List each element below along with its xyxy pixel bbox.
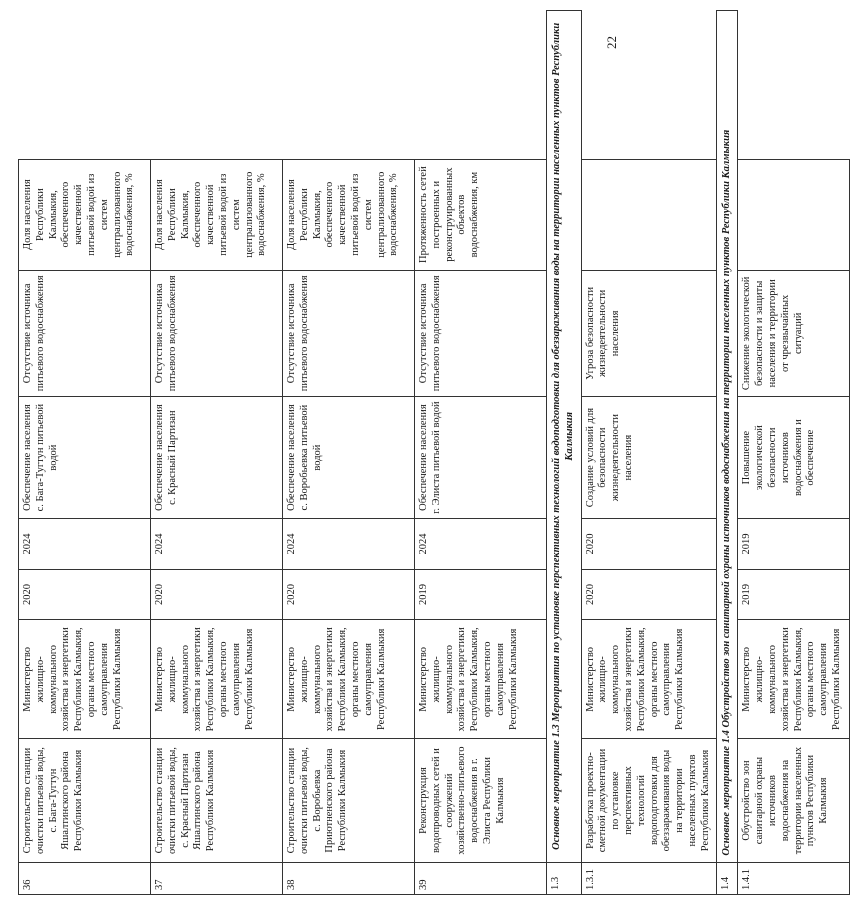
cell-name: Обустройство зон санитарной охраны источников водоснабжения на территории населенных пунктов Республики Калмыкия	[738, 739, 850, 862]
section-row	[547, 11, 582, 895]
cell-name: Реконструкция водопроводных сетей и сооружений хозяйственно-питьевого водоснабжения в г. Элиста Республики Калмыкия	[415, 739, 547, 862]
cell-executor: Министерство жилищно-коммунального хозяйства и энергетики Республики Калмыкия, органы местного самоуправления Республики Калмыкия	[151, 620, 283, 739]
cell-risk: Отсутствие источника питьевого водоснабжения	[415, 270, 547, 396]
cell-risk: Угроза безопасности жизнедеятельности населения	[581, 270, 716, 396]
cell-start: 2020	[581, 569, 716, 620]
table-row	[151, 11, 283, 895]
cell-end: 2024	[151, 519, 283, 570]
cell-risk: Отсутствие источника питьевого водоснабжения	[283, 270, 415, 396]
cell-indicator: Доля населения Республики Калмыкия, обеспеченного качественной питьевой водой из систем централизованного водоснабжения, %	[283, 159, 415, 270]
cell-num: 1.4.1	[738, 862, 850, 894]
cell-result: Создание условий для безопасности жизнедеятельности населения	[581, 396, 716, 518]
cell-num: 37	[151, 862, 283, 894]
page-number: 22	[604, 36, 619, 49]
cell-end: 2020	[581, 519, 716, 570]
cell-end: 2024	[283, 519, 415, 570]
cell-executor: Министерство жилищно-коммунального хозяйства и энергетики Республики Калмыкия, органы местного самоуправления Республики Калмыкия	[581, 620, 716, 739]
cell-start: 2019	[415, 569, 547, 620]
cell-risk: Отсутствие источника питьевого водоснабжения	[19, 270, 151, 396]
table-row	[738, 11, 850, 895]
cell-num: 1.4	[716, 862, 738, 894]
cell-executor: Министерство жилищно-коммунального хозяйства и энергетики Республики Калмыкия, органы местного самоуправления Республики Калмыкия	[19, 620, 151, 739]
cell-risk: Отсутствие источника питьевого водоснабжения	[151, 270, 283, 396]
cell-indicator: Протяженность сетей построенных и реконструированных объектов водоснабжения, км	[415, 159, 547, 270]
cell-num: 36	[19, 862, 151, 894]
cell-executor: Министерство жилищно-коммунального хозяйства и энергетики Республики Калмыкия, органы местного самоуправления Республики Калмыкия	[283, 620, 415, 739]
cell-result: Обеспечение населения с. Воробьевка питьевой водой	[283, 396, 415, 518]
cell-name: Разработка проектно-сметной документации по установке перспективных технологий водоподготовки для обеззараживания воды на территории населенных пунктов Республики Калмыкия	[581, 739, 716, 862]
cell-result: Обеспечение населения г. Элиста питьевой водой	[415, 396, 547, 518]
cell-risk: Снижение экологической безопасности и защиты населения и территории от чрезвычайных ситуаций	[738, 270, 850, 396]
cell-num: 1.3	[547, 862, 582, 894]
cell-name: Строительство станции очистки питьевой воды, с. Красный Партизан Яшалтинского района Республики Калмыкия	[151, 739, 283, 862]
cell-name: Строительство станции очистки питьевой воды, с. Бага-Тугтун Яшалтинского района Республики Калмыкия	[19, 739, 151, 862]
cell-num: 38	[283, 862, 415, 894]
table-row	[581, 11, 716, 895]
cell-num: 1.3.1	[581, 862, 716, 894]
cell-indicator	[738, 159, 850, 270]
cell-num: 39	[415, 862, 547, 894]
table-row	[415, 11, 547, 895]
section-row	[716, 11, 738, 895]
cell-result: Обеспечение населения с. Красный Партизан	[151, 396, 283, 518]
cell-executor: Министерство жилищно-коммунального хозяйства и энергетики Республики Калмыкия, органы местного самоуправления Республики Калмыкия	[415, 620, 547, 739]
cell-start: 2020	[283, 569, 415, 620]
cell-end: 2024	[415, 519, 547, 570]
cell-result: Повышение экологической безопасности источников водоснабжения и обеспечение	[738, 396, 850, 518]
cell-end: 2019	[738, 519, 850, 570]
cell-indicator: Доля населения Республики Калмыкия, обеспеченного качественной питьевой водой из систем централизованного водоснабжения, %	[19, 159, 151, 270]
cell-name: Строительство станции очистки питьевой воды, с. Воробьевка Приютненского района Республики Калмыкия	[283, 739, 415, 862]
measures-table	[18, 10, 850, 895]
cell-start: 2020	[19, 569, 151, 620]
cell-indicator: Доля населения Республики Калмыкия, обеспеченного качественной питьевой водой из систем централизованного водоснабжения, %	[151, 159, 283, 270]
cell-executor: Министерство жилищно-коммунального хозяйства и энергетики Республики Калмыкия, органы местного самоуправления Республики Калмыкия	[738, 620, 850, 739]
section-title: Основное мероприятие 1.3 Мероприятия по установке перспективных технологий водоподготовки для обеззараживания воды на территории населенных пунктов Республики Калмыкия	[547, 11, 582, 863]
table-row	[283, 11, 415, 895]
table-body	[19, 11, 850, 895]
cell-indicator	[581, 159, 716, 270]
cell-result: Обеспечение населения с. Бага-Тугтун питьевой водой	[19, 396, 151, 518]
section-title: Основное мероприятие 1.4 Обустройство зон санитарной охраны источников водоснабжения на территории населенных пунктов Республики Калмыкия	[716, 11, 738, 863]
cell-start: 2020	[151, 569, 283, 620]
cell-end: 2024	[19, 519, 151, 570]
cell-start: 2019	[738, 569, 850, 620]
table-row	[19, 11, 151, 895]
